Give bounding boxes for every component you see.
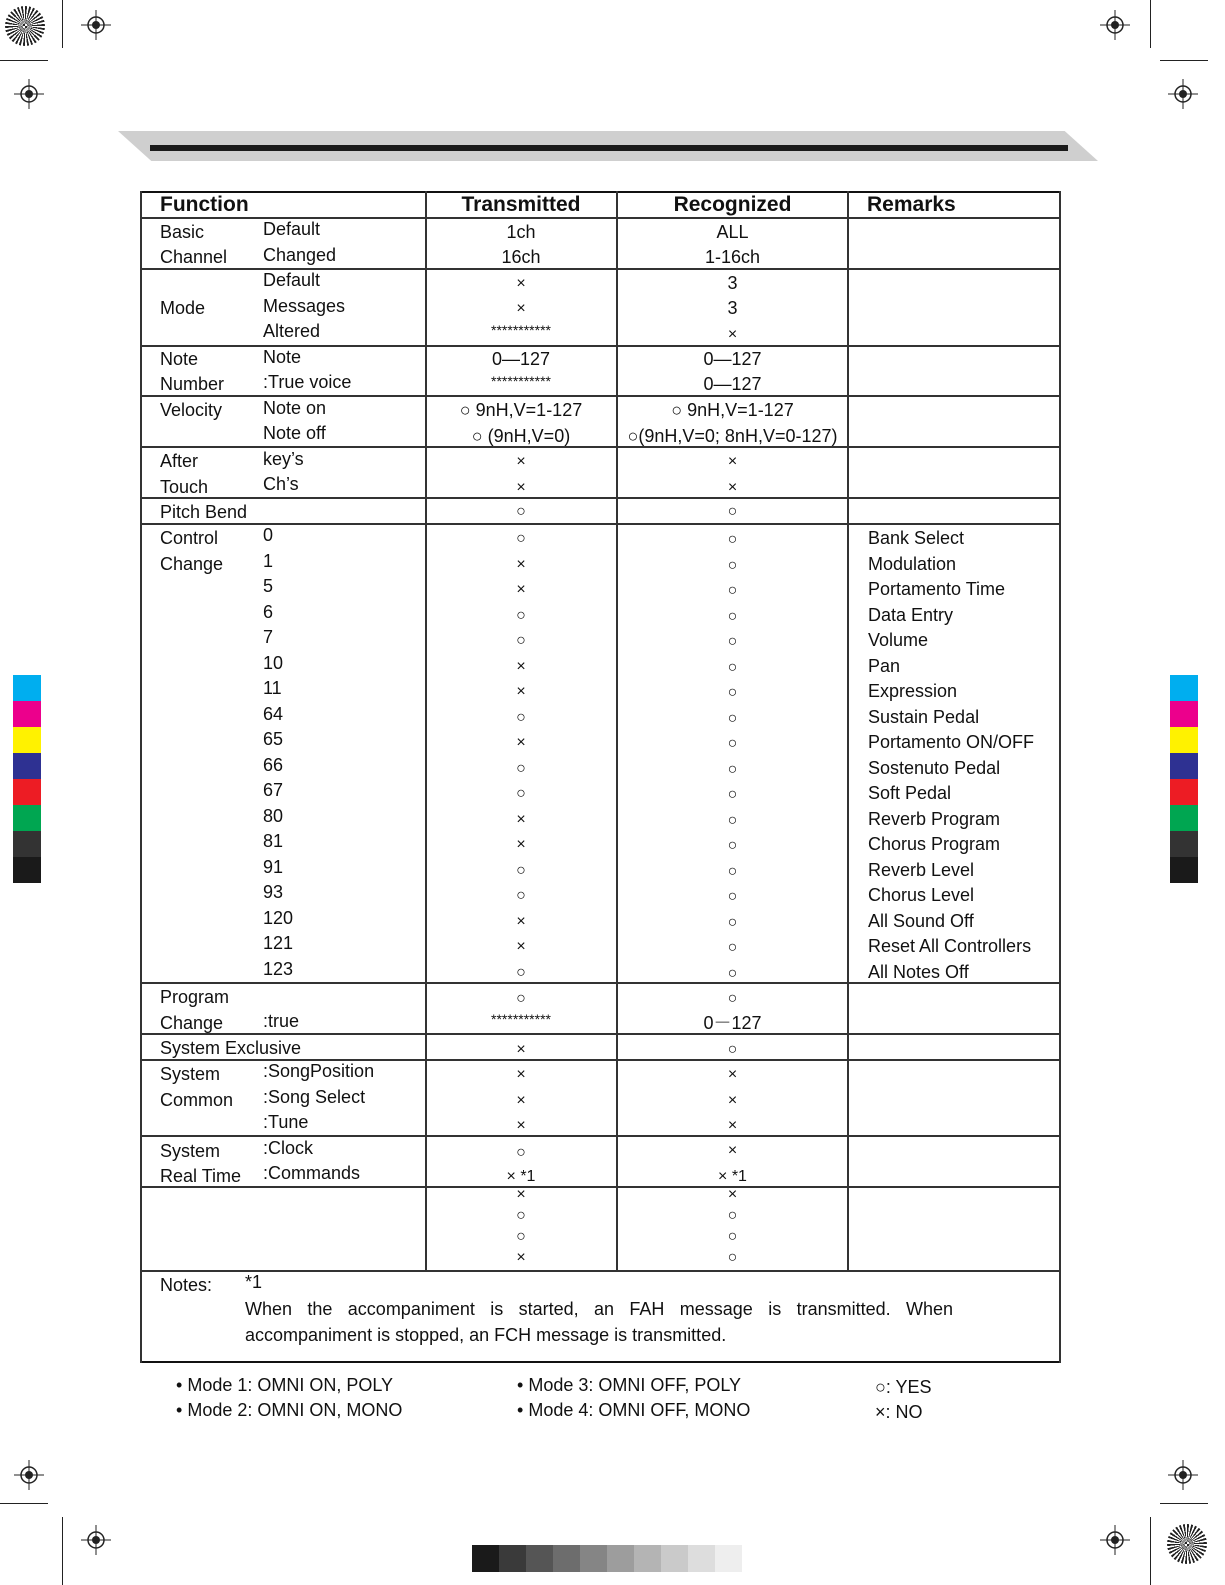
- control-change-remark: Soft Pedal: [868, 783, 952, 803]
- legend-mode-1-text: Mode 1: OMNI ON, POLY: [187, 1375, 394, 1395]
- control-change-remark: Volume: [868, 630, 929, 650]
- control-change-remark: Chorus Level: [868, 885, 975, 905]
- system-common-sub: :Tune: [263, 1112, 309, 1132]
- aux-rx: ○: [727, 1249, 738, 1266]
- legend-mode-2-text: Mode 2: OMNI ON, MONO: [187, 1400, 403, 1420]
- control-change-number: 120: [263, 907, 294, 928]
- bullet-icon: •: [176, 1400, 183, 1420]
- control-change-tx: ○: [516, 963, 526, 981]
- color-swatch: [13, 727, 41, 753]
- system-real-time-label: System: [160, 1141, 221, 1161]
- program-change-label: Change: [160, 1013, 224, 1033]
- control-change-remark: All Sound Off: [868, 910, 974, 931]
- control-change-number: 64: [263, 703, 284, 724]
- bullet-icon: •: [517, 1400, 524, 1420]
- header-banner-rule: [150, 145, 1068, 151]
- note-number-sub: Note: [263, 347, 302, 367]
- after-touch-tx: ×: [516, 453, 526, 470]
- notes-text: When the accompaniment is started, an FAH message is transmitted. When: [245, 1299, 953, 1319]
- control-change-tx: ○: [516, 759, 526, 777]
- control-change-remark: Portamento ON/OFF: [868, 732, 1035, 752]
- control-change-tx: ×: [516, 836, 526, 853]
- control-change-rx: ○: [727, 582, 738, 599]
- system-common-sub: :Song Select: [263, 1087, 366, 1107]
- color-swatch-strip-left: [13, 675, 41, 883]
- program-change-rx: ○: [727, 990, 738, 1007]
- crop-mark: [62, 1517, 63, 1585]
- legend-mode-4-text: Mode 4: OMNI OFF, MONO: [528, 1400, 751, 1420]
- control-change-remark: Sustain Pedal: [868, 706, 980, 727]
- gray-swatch: [715, 1545, 742, 1572]
- system-real-time-label: Real Time: [160, 1166, 242, 1186]
- system-common-tx: ×: [516, 1092, 526, 1109]
- velocity-tx: ○ (9nH,V=0): [471, 426, 571, 446]
- system-common-rx: ×: [727, 1092, 738, 1109]
- note-number-sub: :True voice: [263, 372, 352, 392]
- system-exclusive-tx: ×: [516, 1041, 526, 1058]
- control-change-number: 11: [263, 678, 282, 698]
- crop-mark: [0, 60, 48, 61]
- color-swatch: [1170, 831, 1198, 857]
- control-change-number: 0: [263, 525, 274, 545]
- table-border-left: [140, 191, 142, 1363]
- control-change-remark: Portamento Time: [868, 579, 1006, 599]
- bullet-icon: •: [176, 1375, 183, 1395]
- control-change-rx: ○: [727, 939, 738, 956]
- aux-rx: ○: [727, 1207, 738, 1224]
- system-common-label: Common: [160, 1090, 234, 1110]
- note-number-tx: ***********: [491, 373, 551, 389]
- control-change-tx: ×: [516, 912, 526, 930]
- column-divider: [847, 191, 849, 1271]
- program-change-tx: ○: [516, 990, 526, 1007]
- header-remarks: Remarks: [867, 193, 956, 216]
- control-change-tx: ×: [516, 657, 526, 675]
- control-change-tx: ×: [516, 581, 526, 598]
- control-change-remark: Bank Select: [868, 528, 965, 548]
- mode-tx: ×: [516, 275, 526, 292]
- control-change-number: 93: [263, 882, 284, 902]
- mode-sub: Messages: [263, 296, 346, 316]
- note-number-tx: 0—127: [491, 349, 551, 369]
- control-change-tx: ×: [516, 683, 526, 700]
- color-swatch: [13, 753, 41, 779]
- gray-swatch: [553, 1545, 580, 1572]
- control-change-tx: ○: [516, 887, 526, 904]
- system-common-tx: ×: [516, 1117, 526, 1134]
- column-divider: [425, 191, 427, 1271]
- crop-mark: [62, 0, 63, 48]
- control-change-rx: ○: [727, 633, 738, 650]
- control-change-number: 65: [263, 729, 284, 749]
- pitch-bend-label: Pitch Bend: [160, 502, 248, 522]
- system-common-rx: ×: [727, 1117, 738, 1134]
- pitch-bend-rx: ○: [727, 503, 738, 520]
- bullet-icon: •: [517, 1375, 524, 1395]
- control-change-number: 10: [263, 652, 284, 673]
- notes-ref: *1: [245, 1272, 263, 1292]
- control-change-number: 67: [263, 780, 284, 800]
- control-change-number: 6: [263, 601, 274, 622]
- mode-label: Mode: [160, 298, 206, 318]
- velocity-label: Velocity: [160, 400, 223, 420]
- control-change-tx: ○: [516, 785, 526, 802]
- system-real-time-sub: :Commands: [263, 1163, 361, 1183]
- control-change-rx: ○: [727, 811, 738, 829]
- system-common-tx: ×: [516, 1066, 526, 1083]
- control-change-tx: ×: [516, 555, 526, 573]
- velocity-sub: Note on: [263, 398, 327, 418]
- system-common-label: System: [160, 1064, 221, 1084]
- basic-channel-rx: ALL: [716, 222, 749, 242]
- program-change-sub: :true: [263, 1011, 300, 1031]
- note-number-label: Number: [160, 374, 225, 394]
- gray-swatch: [526, 1545, 553, 1572]
- crop-mark: [1150, 0, 1151, 48]
- control-change-rx: ○: [727, 760, 738, 778]
- crop-mark: [1150, 1517, 1151, 1585]
- program-change-label: Program: [160, 987, 230, 1007]
- control-change-rx: ○: [727, 556, 738, 574]
- control-change-remark: All Notes Off: [868, 961, 969, 982]
- basic-channel-tx: 1ch: [506, 222, 536, 242]
- mode-rx: 3: [727, 273, 738, 293]
- basic-channel-label: Basic: [160, 222, 205, 242]
- control-change-rx: ○: [727, 735, 738, 752]
- control-change-number: 66: [263, 754, 284, 775]
- color-swatch: [1170, 701, 1198, 727]
- gray-swatch: [607, 1545, 634, 1572]
- control-change-rx: ○: [727, 888, 738, 905]
- legend-yes: ○: YES: [875, 1377, 932, 1397]
- control-change-tx: ×: [516, 734, 526, 751]
- color-swatch: [13, 805, 41, 831]
- registration-mark-icon: [1168, 1460, 1198, 1490]
- crop-mark: [1160, 60, 1208, 61]
- control-change-rx: ○: [727, 607, 738, 625]
- color-swatch: [1170, 857, 1198, 883]
- after-touch-label: Touch: [160, 477, 209, 497]
- control-change-tx: ○: [516, 632, 526, 649]
- legend-mode-3: [517, 1375, 741, 1396]
- basic-channel-label: Channel: [160, 247, 228, 267]
- gray-swatch: [499, 1545, 526, 1572]
- mode-tx: ×: [516, 300, 526, 317]
- header-function: Function: [160, 193, 249, 216]
- control-change-rx: ○: [727, 862, 738, 880]
- color-swatch: [1170, 675, 1198, 701]
- control-change-number: 1: [263, 550, 274, 571]
- basic-channel-sub: Changed: [263, 245, 337, 265]
- registration-mark-icon: [81, 1525, 111, 1555]
- control-change-tx: ×: [516, 938, 526, 955]
- aux-rx: ×: [727, 1186, 738, 1203]
- system-real-time-tx: × *1: [506, 1168, 536, 1185]
- after-touch-label: After: [160, 451, 199, 471]
- basic-channel-tx: 16ch: [501, 247, 541, 267]
- table-border-bottom: [140, 1361, 1061, 1363]
- control-change-rx: ○: [727, 709, 738, 727]
- program-change-rx: 0－127: [703, 1013, 762, 1033]
- control-change-remark: Modulation: [868, 553, 957, 574]
- color-swatch: [1170, 805, 1198, 831]
- control-change-remark: Reset All Controllers: [868, 936, 1032, 956]
- notes-label: Notes:: [160, 1275, 213, 1295]
- system-exclusive-label: System Exclusive: [160, 1038, 302, 1058]
- color-swatch: [13, 857, 41, 883]
- note-number-rx: 0—127: [703, 349, 762, 369]
- mode-sub: Altered: [263, 321, 321, 341]
- note-number-label: Note: [160, 349, 199, 369]
- control-change-label: Control: [160, 528, 219, 548]
- control-change-tx: ○: [516, 708, 526, 726]
- basic-channel-rx: 1-16ch: [704, 247, 761, 267]
- gray-swatch: [661, 1545, 688, 1572]
- legend-mode-4: [517, 1400, 750, 1421]
- control-change-rx: ○: [727, 531, 738, 548]
- color-swatch: [13, 779, 41, 805]
- mode-rx: 3: [727, 298, 738, 318]
- color-swatch: [1170, 727, 1198, 753]
- color-swatch: [1170, 779, 1198, 805]
- row-divider: [140, 1270, 1061, 1272]
- program-change-tx: ***********: [491, 1011, 551, 1027]
- mode-rx: ×: [727, 326, 738, 343]
- control-change-number: 80: [263, 805, 284, 826]
- gray-swatch: [580, 1545, 607, 1572]
- control-change-rx: ○: [727, 964, 738, 982]
- control-change-remark: Reverb Program: [868, 808, 1001, 829]
- sunburst-mark-bottom-right: [1167, 1524, 1207, 1564]
- control-change-number: 7: [263, 627, 274, 647]
- velocity-sub: Note off: [263, 423, 326, 443]
- legend-mode-3-text: Mode 3: OMNI OFF, POLY: [528, 1375, 742, 1395]
- after-touch-rx: ×: [727, 479, 738, 496]
- after-touch-rx: ×: [727, 453, 738, 470]
- control-change-remark: Sostenuto Pedal: [868, 757, 1001, 778]
- control-change-tx: ○: [516, 606, 526, 624]
- control-change-rx: ○: [727, 913, 738, 931]
- control-change-remark: Data Entry: [868, 604, 954, 625]
- registration-mark-icon: [1100, 1525, 1130, 1555]
- system-common-sub: :SongPosition: [263, 1061, 375, 1081]
- sunburst-mark-top-left: [5, 6, 45, 46]
- system-real-time-rx: × *1: [718, 1168, 747, 1185]
- system-exclusive-rx: ○: [727, 1041, 738, 1058]
- color-swatch-strip-right: [1170, 675, 1198, 883]
- gray-swatch: [688, 1545, 715, 1572]
- color-swatch: [13, 675, 41, 701]
- color-swatch: [13, 701, 41, 727]
- control-change-number: 81: [263, 831, 284, 851]
- control-change-tx: ×: [516, 810, 526, 828]
- aux-tx: ○: [516, 1207, 526, 1224]
- aux-tx: ○: [516, 1228, 526, 1245]
- system-real-time-tx: ○: [516, 1144, 526, 1161]
- color-swatch: [1170, 753, 1198, 779]
- grayscale-strip: [472, 1545, 742, 1572]
- system-real-time-rx: ×: [727, 1142, 738, 1159]
- legend-mode-2: [176, 1400, 402, 1421]
- control-change-number: 121: [263, 933, 294, 953]
- color-swatch: [13, 831, 41, 857]
- control-change-tx: ○: [516, 530, 526, 547]
- control-change-rx: ○: [727, 837, 738, 854]
- control-change-label: Change: [160, 554, 224, 574]
- registration-mark-icon: [1168, 79, 1198, 109]
- control-change-rx: ○: [727, 658, 738, 676]
- mode-sub: Default: [263, 270, 321, 290]
- pitch-bend-tx: ○: [516, 503, 526, 520]
- velocity-tx: ○ 9nH,V=1-127: [459, 400, 583, 420]
- system-real-time-sub: :Clock: [263, 1138, 314, 1158]
- system-common-rx: ×: [727, 1066, 738, 1083]
- basic-channel-sub: Default: [263, 219, 321, 239]
- control-change-tx: ○: [516, 861, 526, 879]
- velocity-rx: ○ 9nH,V=1-127: [671, 400, 794, 420]
- after-touch-sub: Ch’s: [263, 474, 299, 494]
- header-transmitted: Transmitted: [461, 193, 581, 216]
- registration-mark-icon: [1100, 10, 1130, 40]
- crop-mark: [0, 1503, 48, 1504]
- control-change-remark: Pan: [868, 655, 901, 676]
- legend-mode-1: [176, 1375, 393, 1396]
- registration-mark-icon: [14, 1460, 44, 1490]
- control-change-rx: ○: [727, 786, 738, 803]
- control-change-number: 91: [263, 856, 284, 877]
- gray-swatch: [472, 1545, 499, 1572]
- registration-mark-icon: [14, 79, 44, 109]
- control-change-remark: Chorus Program: [868, 834, 1001, 854]
- note-number-rx: 0—127: [703, 374, 762, 394]
- registration-mark-icon: [81, 10, 111, 40]
- after-touch-sub: key’s: [263, 449, 304, 469]
- header-recognized: Recognized: [673, 193, 792, 216]
- velocity-rx: ○(9nH,V=0; 8nH,V=0-127): [627, 426, 838, 446]
- control-change-number: 123: [263, 958, 294, 979]
- gray-swatch: [634, 1545, 661, 1572]
- legend-no: ×: NO: [875, 1402, 923, 1422]
- mode-tx: ***********: [491, 322, 551, 338]
- table-border-right: [1059, 191, 1061, 1363]
- crop-mark: [1160, 1503, 1208, 1504]
- control-change-number: 5: [263, 576, 274, 596]
- control-change-remark: Reverb Level: [868, 859, 975, 880]
- notes-text: accompaniment is stopped, an FCH message is transmitted.: [245, 1325, 727, 1345]
- control-change-rx: ○: [727, 684, 738, 701]
- control-change-remark: Expression: [868, 681, 958, 701]
- aux-tx: ×: [516, 1186, 526, 1203]
- aux-rx: ○: [727, 1228, 738, 1245]
- column-divider: [616, 191, 618, 1271]
- aux-tx: ×: [516, 1249, 526, 1266]
- after-touch-tx: ×: [516, 479, 526, 496]
